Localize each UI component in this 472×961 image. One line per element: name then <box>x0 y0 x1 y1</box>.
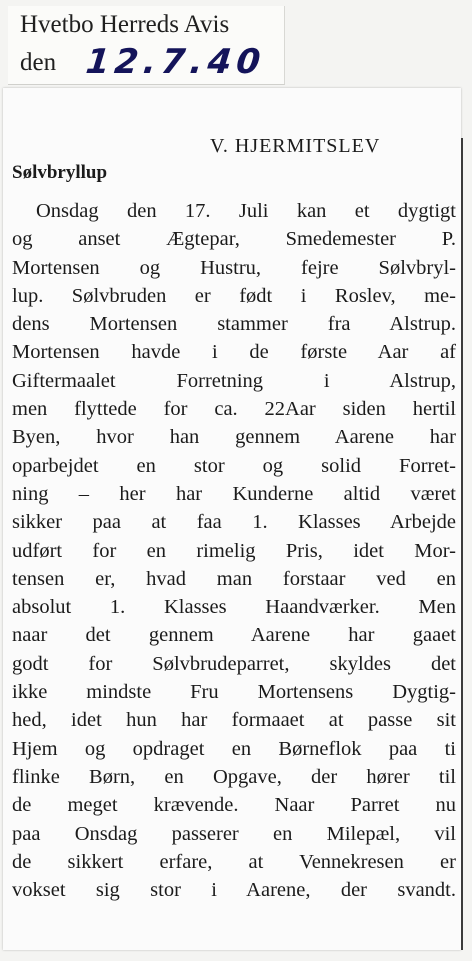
article-line: hed, idet hun har formaaet at passe sit <box>12 709 456 732</box>
article-body <box>12 197 456 904</box>
article-line: oparbejdet en stor og solid Forret- <box>12 454 456 477</box>
article-line: godt for Sølvbrudeparret, skyldes det <box>12 652 456 675</box>
article-dateline: V. HJERMITSLEV <box>210 135 381 157</box>
article-line: naar det gennem Aarene har gaaet <box>12 624 456 647</box>
article-line: men flyttede for ca. 22Aar siden hertil <box>12 398 456 421</box>
article-line: Giftermaalet Forretning i Alstrup, <box>12 369 456 392</box>
handwritten-date: 12.7.40 <box>83 42 268 82</box>
article-line: Hjem og opdraget en Børneflok paa ti <box>12 737 456 760</box>
article-line: absolut 1. Klasses Haandværker. Men <box>12 596 456 619</box>
article-line: paa Onsdag passerer en Milepæl, vil <box>12 822 456 845</box>
column-rule <box>461 138 463 950</box>
date-prefix: den <box>20 49 57 76</box>
article-line: de sikkert erfare, at Vennekresen er <box>12 850 456 873</box>
article-line: Mortensen havde i de første Aar af <box>12 341 456 364</box>
article-line: tensen er, hvad man forstaar ved en <box>12 567 456 590</box>
article-headline: Sølvbryllup <box>12 162 108 183</box>
newspaper-source-label <box>8 6 285 85</box>
article-line: ning – her har Kunderne altid været <box>12 482 456 505</box>
article-line: vokset sig stor i Aarene, der svandt. <box>12 879 456 902</box>
article-line: ikke mindste Fru Mortensens Dygtig- <box>12 681 456 704</box>
newspaper-name: Hvetbo Herreds Avis <box>20 11 230 38</box>
article-line: sikker paa at faa 1. Klasses Arbejde <box>12 511 456 534</box>
article-line: Byen, hvor han gennem Aarene har <box>12 426 456 449</box>
article-line: Onsdag den 17. Juli kan et dygtigt <box>36 200 456 222</box>
article-line: udført for en rimelig Pris, idet Mor- <box>12 539 456 562</box>
article-line: Mortensen og Hustru, fejre Sølvbryl- <box>12 256 456 279</box>
article-line: de meget krævende. Naar Parret nu <box>12 794 456 817</box>
article-line: flinke Børn, en Opgave, der hører til <box>12 765 456 788</box>
article-line: dens Mortensen stammer fra Alstrup. <box>12 313 456 336</box>
article-line: og anset Ægtepar, Smedemester P. <box>12 228 456 251</box>
article-line: lup. Sølvbruden er født i Roslev, me- <box>12 284 456 307</box>
